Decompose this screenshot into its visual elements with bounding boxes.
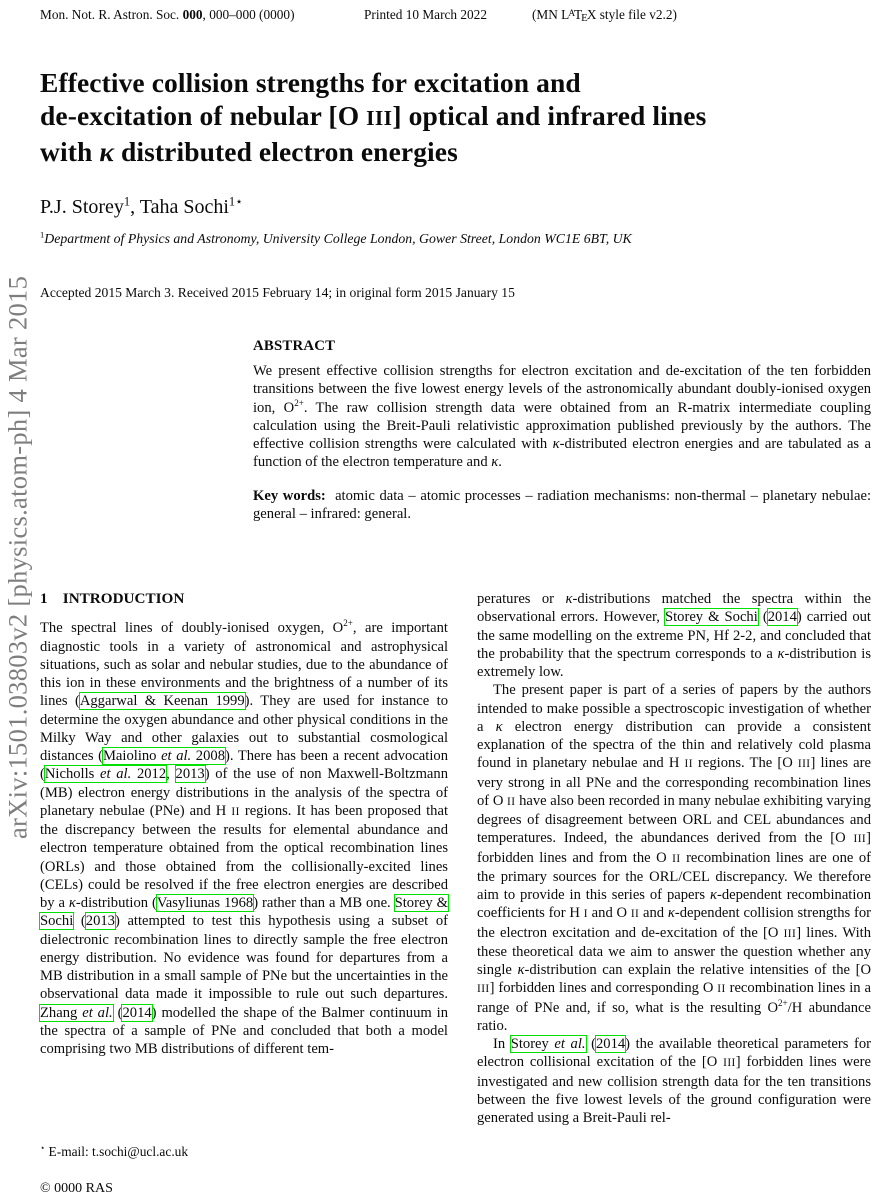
- citation-link[interactable]: Maiolino et al. 2008: [102, 748, 225, 764]
- keywords-line: Key words: atomic data – atomic processes – radiation mechanisms: non-thermal – planetary nebulae: general – infrared: general.: [253, 487, 871, 523]
- citation-link[interactable]: Storey & Sochi: [40, 895, 448, 930]
- paragraph: peratures or κ-distributions matched the spectra within the observational errors. However, Storey & Sochi (2014) carried out the same modelling on the extreme PN, Hf 2-2, and concluded that the probability that the spectrum corresponds to a κ-distribution is extremely low.: [477, 591, 872, 680]
- latex-style-header: (MN $L^ATEX$ style file v2.2): [532, 7, 677, 25]
- citation-link[interactable]: Aggarwal & Keenan 1999: [79, 693, 245, 710]
- copyright-footer: © 0000 RAS: [40, 1181, 113, 1196]
- citation-link[interactable]: 2014: [767, 609, 797, 626]
- affiliation-line: $^1$Department of Physics and Astronomy, University College London, Gower Street, London WC1E 6BT, UK: [40, 229, 632, 246]
- title-line-2: de-excitation of nebular [O III] optical and infrared lines: [40, 100, 707, 131]
- citation-link[interactable]: 2014: [122, 1004, 152, 1021]
- citation-link[interactable]: Zhang et al.: [40, 1004, 113, 1021]
- title-line-3: with κ distributed electron energies: [40, 136, 458, 167]
- citation-link[interactable]: 2014: [595, 1036, 626, 1052]
- authors-line: P.J. Storey$^1$, Taha Sochi$^{1⋆}$: [40, 194, 243, 218]
- abstract-heading: ABSTRACT: [253, 338, 336, 354]
- citation-link[interactable]: 2013: [175, 766, 205, 783]
- citation-link[interactable]: Storey & Sochi: [665, 609, 758, 626]
- paper-title: [40, 66, 872, 168]
- right-column: [477, 590, 871, 1127]
- citation-link[interactable]: Nicholls et al. 2012: [44, 766, 167, 783]
- paragraph: The spectral lines of doubly-ionised oxygen, $O^{2+}$, are important diagnostic tools in a variety of astronomical and astrophysical situations, such as solar and nebular studies, due to the abundance of this ion in these environments and the brightness of a number of its lines (Aggarwal & Keenan 1999). They are used for instance to determine the oxygen abundance and other physical conditions in the Milky Way and other galaxies out to substantial cosmological distances (Maiolino et al. 2008). There has been a recent advocation (Nicholls et al. 2012, 2013) of the use of non Maxwell-Boltzmann (MB) electron energy distributions in the analysis of the spectra of planetary nebulae (PNe) and H II regions. It has been proposed that the discrepancy between the results for elemental abundance and electron temperature obtained from the optical recombination lines (ORLs) and those obtained from the collisionally-excited lines (CELs) could be resolved if the free electron energies are described by a κ-distribution (Vasyliunas 1968) rather than a MB one. Storey & Sochi (2013) attempted to test this hypothesis using a subset of dielectronic recombination lines to directly sample the free electron energy distribution. No evidence was found for departures from a MB distribution in a small sample of PNe but the uncertainties in the observational data made it impossible to rule out such departures. Zhang et al. (2014) modelled the shape of the Balmer continuum in the spectra of a sample of PNe and concluded that both a model comprising two MB distributions of different tem-: [40, 618, 449, 1057]
- title-line-1: Effective collision strengths for excitation and: [40, 67, 581, 98]
- left-column: [40, 590, 448, 1058]
- citation-link[interactable]: Vasyliunas 1968: [156, 895, 254, 911]
- abstract-body: We present effective collision strengths for electron excitation and de-excitation of the ten forbidden transitions between the five lowest energy levels of the astronomically abundant doubly-ionised oxygen ion, $O^{2+}$. The raw collision strength data were obtained from an R-matrix intermediate coupling calculation using the Breit-Pauli relativistic approximation published previously by the authors. The effective collision strengths were calculated with κ-distributed electron energies and are tabulated as a function of the electron temperature and κ.: [253, 363, 871, 471]
- paragraph: In Storey et al. (2014) the available theoretical parameters for electron collisional excitation of the [O III] forbidden lines were investigated and new collision strength data for the ten transitions between the five lowest levels of the ground configuration were generated using a Breit-Pauli rel-: [477, 1036, 871, 1126]
- citation-link[interactable]: 2013: [85, 913, 115, 930]
- citation-link[interactable]: Storey et al.: [510, 1036, 586, 1052]
- printed-date-header: Printed 10 March 2022: [364, 7, 487, 22]
- dates-line: Accepted 2015 March 3. Received 2015 February 14; in original form 2015 January 15: [40, 285, 515, 300]
- email-footnote: ⋆ E-mail: t.sochi@ucl.ac.uk: [40, 1143, 189, 1159]
- paragraph: The present paper is part of a series of papers by the authors intended to make possible a spectroscopic investigation of whether a κ electron energy distribution can provide a consistent explanation of the spectra of the thin and relatively cold plasma found in planetary nebulae and H II regions. The [O III] lines are very strong in all PNe and the corresponding recombination lines of O II have also been recorded in many nebulae exhibiting varying degrees of disagreement between ORL and CEL abundances and temperatures. Indeed, the abundances derived from the [O III] forbidden lines and from the O II recombination lines are one of the primary sources for the ORL/CEL discrepancy. We therefore aim to provide in this series of papers κ-dependent recombination coefficients for H I and O II and κ-dependent collision strengths for the electron excitation and de-excitation of the [O III] lines. With these theoretical data we aim to answer the question whether any single κ-distribution can explain the relative intensities of the [O III] forbidden lines and corresponding O II recombination lines in a range of PNe and, if so, what is the resulting $O^{2+}/H$ abundance ratio.: [477, 682, 872, 1034]
- abstract-section: [253, 338, 871, 523]
- arxiv-watermark: arXiv:1501.03803v2 [physics.atom-ph] 4 Mar 2015: [2, 275, 33, 840]
- journal-header: Mon. Not. R. Astron. Soc. 000, 000–000 (0000): [40, 7, 295, 22]
- section-heading-introduction: 1 INTRODUCTION: [40, 590, 185, 607]
